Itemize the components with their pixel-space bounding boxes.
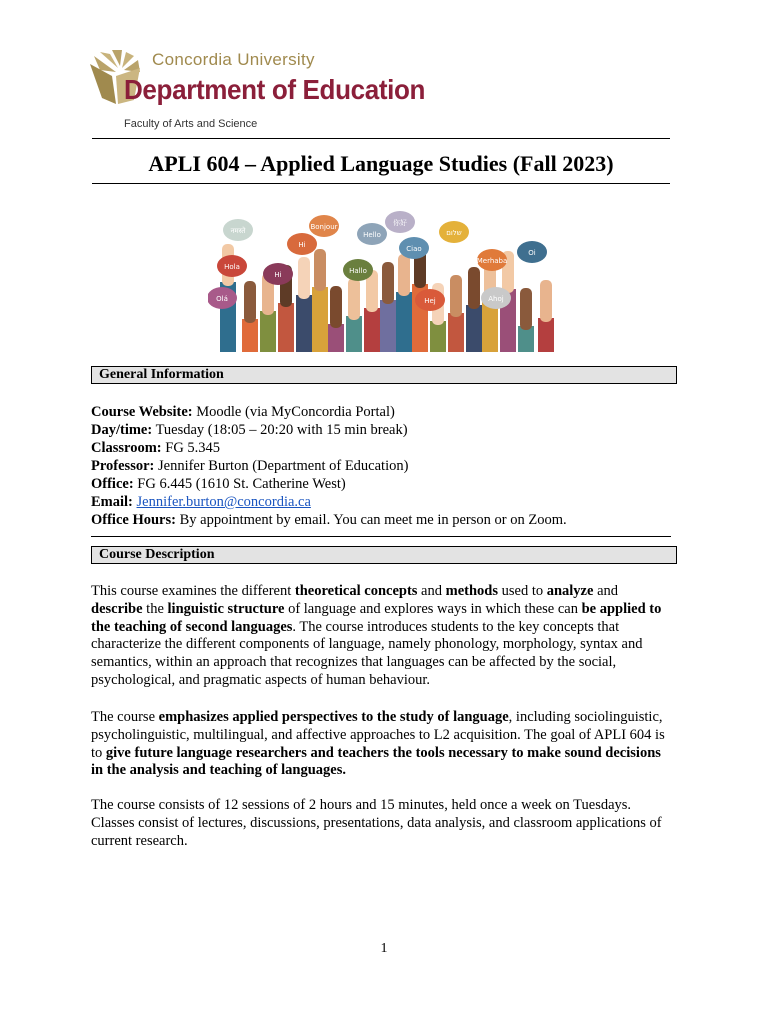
- info-professor: Professor: Jennifer Burton (Department of Education): [91, 458, 409, 474]
- header-divider: [92, 138, 670, 139]
- arm-sleeve: [538, 318, 554, 352]
- page-title: APLI 604 – Applied Language Studies (Fall 2023): [148, 151, 614, 176]
- arm-sleeve: [346, 316, 362, 352]
- speech-bubble: [517, 241, 547, 263]
- speech-bubble: [263, 263, 293, 285]
- title-divider: [92, 183, 670, 184]
- university-name: Concordia University: [152, 50, 315, 69]
- info-office: Office: FG 6.445 (1610 St. Catherine West): [91, 476, 346, 492]
- multilingual-hands-illustration: [208, 204, 562, 352]
- arm-sleeve: [278, 303, 294, 352]
- speech-bubble-word: Hi: [274, 271, 282, 279]
- arm-sleeve: [260, 311, 276, 352]
- arm-sleeve: [430, 321, 446, 352]
- speech-bubble-word: 你好: [393, 219, 407, 227]
- raised-hand: [398, 254, 410, 296]
- description-paragraph-3: The course consists of 12 sessions of 2 hours and 15 minutes, held once a week on Tuesdays. Classes consist of lectures, discussions, presentations, data analysis, and classroom applications of current research.: [91, 797, 662, 849]
- speech-bubble: [287, 233, 317, 255]
- speech-bubble-word: Hello: [363, 231, 381, 239]
- speech-bubble-word: Ahoj: [488, 295, 504, 303]
- arm-sleeve: [380, 300, 396, 352]
- info-office-hours: Office Hours: By appointment by email. You can meet me in person or on Zoom.: [91, 512, 567, 528]
- speech-bubble-word: Bonjour: [310, 223, 338, 231]
- arm-sleeve: [312, 287, 328, 352]
- raised-hand: [314, 249, 326, 291]
- speech-bubble: [477, 249, 508, 271]
- speech-bubble-word: Hallo: [349, 267, 367, 275]
- arm-sleeve: [296, 295, 312, 352]
- speech-bubble: [343, 259, 373, 281]
- section-divider: [91, 536, 671, 537]
- faculty-name: Faculty of Arts and Science: [124, 118, 258, 130]
- speech-bubble: [385, 211, 415, 233]
- raised-hand: [520, 288, 532, 330]
- speech-bubble-word: नमस्ते: [230, 227, 246, 235]
- speech-bubble: [223, 219, 253, 241]
- department-name: Department of Education: [124, 74, 426, 105]
- raised-hand: [540, 280, 552, 322]
- speech-bubble-word: Hi: [298, 241, 306, 249]
- raised-hand: [298, 257, 310, 299]
- course-description-heading: Course Description: [91, 546, 677, 564]
- arm-sleeve: [242, 319, 258, 352]
- speech-bubble-word: Hej: [424, 297, 436, 305]
- info-email: Email: Jennifer.burton@concordia.ca: [91, 494, 311, 510]
- arm-sleeve: [396, 292, 412, 352]
- arm-sleeve: [328, 324, 344, 352]
- description-paragraph-2: The course emphasizes applied perspectives to the study of language, including sociolinguistic, psycholinguistic, multilingual, and affective approaches to L2 acquisition. The goal of APLI 604 is to give future language researchers and teachers the tools necessary to make sound decisions in the analysis and teaching of languages.: [91, 709, 665, 779]
- speech-bubble: [217, 255, 247, 277]
- speech-bubble-word: Hola: [224, 263, 240, 271]
- speech-bubble: [415, 289, 445, 311]
- general-information-heading: General Information: [91, 366, 677, 384]
- arm-sleeve: [448, 313, 464, 352]
- raised-hand: [244, 281, 256, 323]
- speech-bubble-word: Olá: [216, 295, 228, 303]
- speech-bubble: [309, 215, 339, 237]
- speech-bubble-word: Oi: [528, 249, 536, 257]
- arm-sleeve: [466, 305, 482, 352]
- raised-hand: [330, 286, 342, 328]
- info-classroom: Classroom: FG 5.345: [91, 440, 221, 456]
- raised-hand: [468, 267, 480, 309]
- raised-hand: [450, 275, 462, 317]
- speech-bubble: [399, 237, 429, 259]
- info-course-website: Course Website: Moodle (via MyConcordia Portal): [91, 404, 395, 420]
- description-paragraph-1: This course examines the different theoretical concepts and methods used to analyze and describe the linguistic structure of language and explores ways in which these can be applied to the teaching of second languages. The course introduces students to the key concepts that characterize the different components of language, namely phonology, morphology, syntax and semantics, within an approach that recognizes that languages can be affected by the social, psychological, and pragmatic aspects of human behaviour.: [91, 583, 662, 688]
- speech-bubble-word: שלום: [446, 229, 462, 237]
- email-link[interactable]: Jennifer.burton@concordia.ca: [136, 494, 311, 510]
- raised-hand: [348, 278, 360, 320]
- speech-bubble: [357, 223, 387, 245]
- speech-bubble: [439, 221, 469, 243]
- speech-bubble-word: Ciao: [406, 245, 422, 253]
- page-number: 1: [380, 941, 388, 956]
- speech-bubble: [208, 287, 237, 309]
- raised-hand: [382, 262, 394, 304]
- info-day-time: Day/time: Tuesday (18:05 – 20:20 with 15 min break): [91, 422, 408, 438]
- speech-bubble-word: Merhaba: [476, 257, 508, 265]
- arm-sleeve: [364, 308, 380, 352]
- speech-bubble: [481, 287, 511, 309]
